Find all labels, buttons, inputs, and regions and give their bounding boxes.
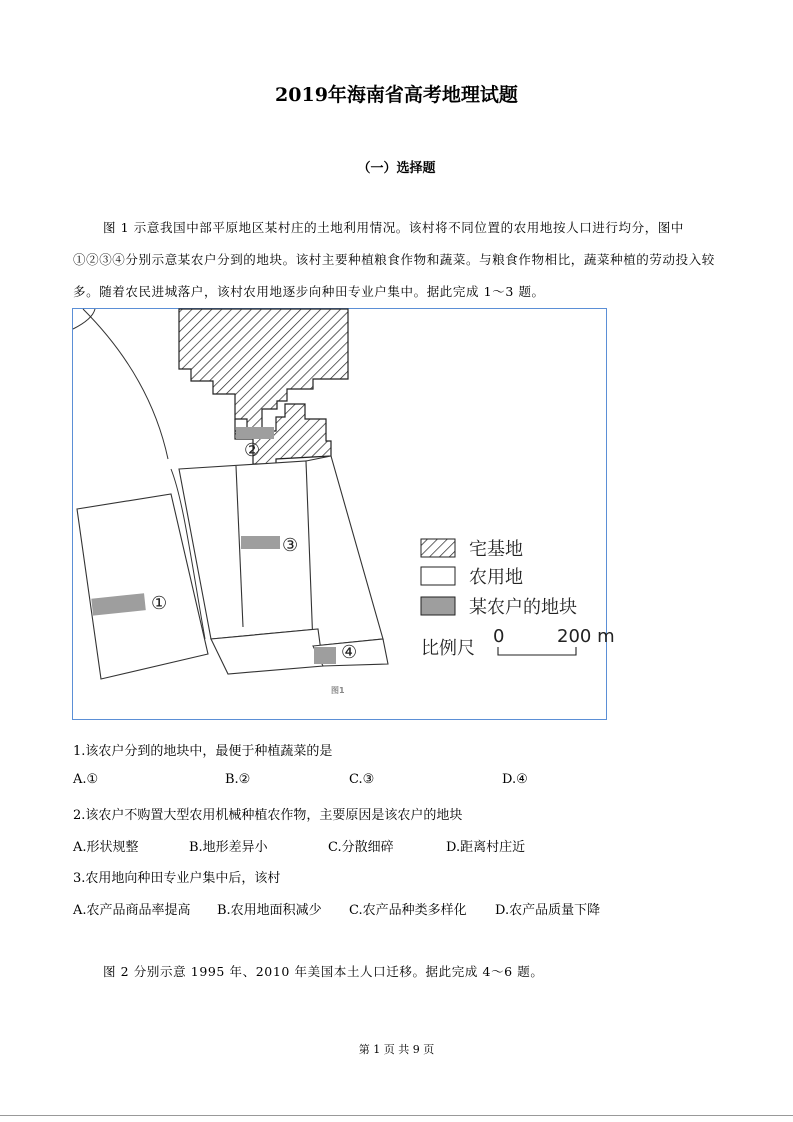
- road-line: [83, 309, 168, 459]
- page-footer: 第 1 页 共 9 页: [358, 1043, 435, 1056]
- homestead-area: [179, 309, 348, 432]
- legend-plot: 某农户的地块: [469, 597, 577, 618]
- question-1-option-c: C.③: [349, 772, 375, 787]
- legend-swatch-farmland: [421, 567, 455, 585]
- plot-2: [236, 427, 274, 439]
- question-2-option-c: C.分散细碎: [328, 840, 394, 855]
- scale-label: 比例尺: [421, 638, 475, 659]
- bottom-divider: [0, 1115, 793, 1116]
- question-3-stem: 3.农用地向种田专业户集中后，该村: [73, 871, 281, 886]
- question-2-option-b: B.地形差异小: [189, 840, 268, 855]
- land-use-map: [73, 309, 615, 721]
- legend-homestead: 宅基地: [469, 539, 523, 560]
- legend-farmland: 农用地: [469, 567, 523, 588]
- page-title: 2019年海南省高考地理试题: [275, 84, 518, 106]
- figure-1: [72, 308, 615, 720]
- section-heading: （一）选择题: [357, 161, 436, 176]
- scale-start: 0: [493, 626, 505, 647]
- plot-3: [241, 536, 280, 549]
- plot-label-1: ①: [151, 593, 168, 614]
- question-3-option-d: D.农产品质量下降: [495, 903, 601, 918]
- plot-label-2: ②: [244, 440, 261, 461]
- question-2-stem: 2.该农户不购置大型农用机械种植农作物，主要原因是该农户的地块: [73, 808, 463, 823]
- road-line: [73, 309, 95, 329]
- question-1-option-a: A.①: [73, 772, 99, 787]
- question-1-stem: 1.该农户分到的地块中，最便于种植蔬菜的是: [73, 744, 333, 759]
- question-3-option-b: B.农用地面积减少: [217, 903, 322, 918]
- question-1-option-d: D.④: [502, 772, 528, 787]
- plot-label-3: ③: [282, 535, 299, 556]
- legend-swatch-homestead: [421, 539, 455, 557]
- figure-caption: 图1: [331, 686, 345, 695]
- question-3-option-a: A.农产品商品率提高: [73, 903, 191, 918]
- farmland-parcel: [77, 494, 208, 679]
- farmland-parcel: [306, 456, 383, 646]
- intro-paragraph-2: 图 2 分别示意 1995 年、2010 年美国本土人口迁移。据此完成 4～6 题。: [103, 964, 544, 979]
- question-2-option-a: A.形状规整: [73, 840, 139, 855]
- plot-4: [314, 647, 336, 664]
- legend-swatch-plot: [421, 597, 455, 615]
- question-3-option-c: C.农产品种类多样化: [349, 903, 467, 918]
- question-1-option-b: B.②: [225, 772, 251, 787]
- question-2-option-d: D.距离村庄近: [446, 840, 526, 855]
- scale-bar: [498, 647, 576, 655]
- plot-label-4: ④: [341, 642, 358, 663]
- intro-paragraph: 图 1 示意我国中部平原地区某村庄的土地利用情况。该村将不同位置的农用地按人口进行均分，图中①②③④分别示意某农户分到的地块。该村主要种植粮食作物和蔬菜。与粮食作物相比，蔬菜种植的劳动投入较多。随着农民进城落户，该村农用地逐步向种田专业户集中。据此完成 1～3 题。: [73, 220, 715, 299]
- scale-end: 200 m: [557, 626, 615, 647]
